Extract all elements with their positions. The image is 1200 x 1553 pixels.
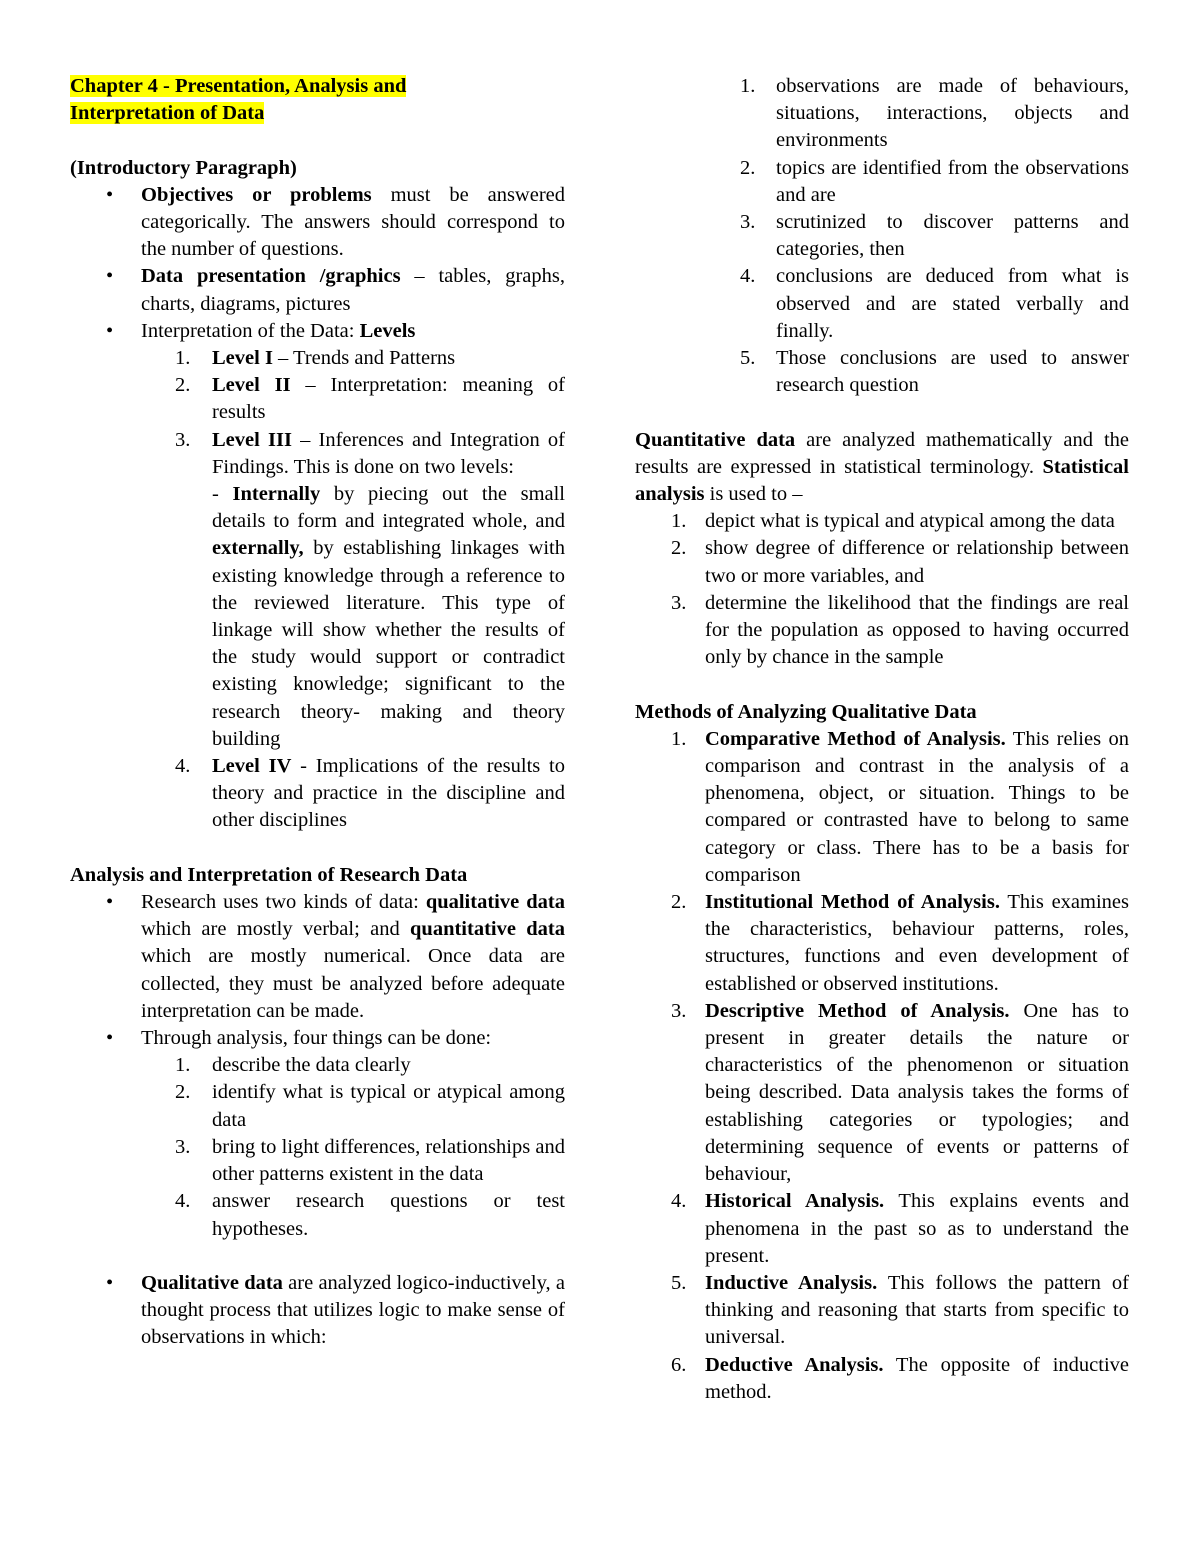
text-span: observations are made of behaviours, situations, interactions, objects and environments bbox=[776, 75, 1129, 152]
text-span: are analyzed logico-inductively, a thought process that utilizes logic to make sense of observations in which: bbox=[141, 1271, 565, 1349]
text-span: The opposite of inductive method. bbox=[705, 1353, 1129, 1403]
observation-item bbox=[635, 73, 1129, 155]
text-span: qualitative data bbox=[425, 891, 565, 914]
analysis-thing-item bbox=[70, 1134, 565, 1188]
left-column bbox=[70, 73, 565, 1352]
list-number: 3. bbox=[671, 591, 687, 614]
list-number: 3. bbox=[175, 1135, 191, 1158]
text-span: Deductive Analysis. bbox=[705, 1353, 884, 1376]
text-span: Levels bbox=[359, 319, 416, 342]
list-number: 2. bbox=[175, 374, 191, 397]
list-number: 4. bbox=[175, 755, 191, 778]
bullet-icon: • bbox=[106, 265, 114, 288]
analysis-thing-item bbox=[70, 1052, 565, 1079]
text-span: – Trends and Patterns bbox=[272, 347, 456, 370]
list-number: 5. bbox=[671, 1271, 687, 1294]
chapter-title-line2: Interpretation of Data bbox=[70, 102, 265, 125]
spacer bbox=[635, 671, 1129, 698]
level-item bbox=[70, 753, 565, 835]
list-number: 1. bbox=[671, 727, 687, 750]
method-item bbox=[635, 1270, 1129, 1352]
text-span: scrutinized to discover patterns and categories, then bbox=[776, 211, 1129, 261]
text-span: depict what is typical and atypical among the data bbox=[705, 510, 1115, 533]
bullet-icon: • bbox=[106, 319, 114, 342]
analysis-thing-item bbox=[70, 1079, 565, 1133]
right-column bbox=[635, 73, 1129, 1406]
text-span: bring to light differences, relationships and other patterns existent in the data bbox=[212, 1135, 565, 1186]
text-span: Through analysis, four things can be done: bbox=[141, 1027, 492, 1050]
list-number: 1. bbox=[740, 75, 756, 97]
statistical-item bbox=[635, 590, 1129, 672]
text-span: Qualitative data bbox=[141, 1271, 283, 1294]
list-number: 1. bbox=[175, 347, 191, 370]
intro-bullet-objectives bbox=[70, 182, 565, 264]
list-number: 4. bbox=[175, 1190, 191, 1213]
analysis-bullet-four-things bbox=[70, 1025, 565, 1052]
level-3-detail bbox=[70, 481, 565, 753]
text-span: – tables, graphs, charts, diagrams, pictures bbox=[141, 265, 565, 315]
level-item bbox=[70, 427, 565, 481]
text-span: by piecing out the small details to form and integrated whole, and bbox=[212, 483, 566, 533]
spacer bbox=[70, 835, 565, 862]
text-span: Research uses two kinds of data: bbox=[141, 891, 426, 914]
text-span: Level IV bbox=[212, 755, 292, 778]
intro-heading bbox=[70, 155, 565, 182]
text-span: is used to – bbox=[704, 483, 803, 506]
text-span: – Interpretation: meaning of results bbox=[212, 374, 566, 424]
text-span: Institutional Method of Analysis. bbox=[705, 891, 1000, 914]
method-item bbox=[635, 1352, 1129, 1406]
text-span: One has to present in greater details the nature or characteristics of the phenomenon or situation being described. Data analysis takes the forms of establishing categories or typologies; and determining sequence of events or patterns of behaviour, bbox=[705, 999, 1129, 1186]
list-number: 1. bbox=[175, 1054, 191, 1077]
text-span: Those conclusions are used to answer research question bbox=[776, 347, 1129, 397]
spacer bbox=[70, 1243, 565, 1270]
list-number: 6. bbox=[671, 1353, 687, 1376]
bullet-icon: • bbox=[106, 1027, 114, 1050]
analysis-heading bbox=[70, 862, 565, 889]
intro-bullet-data-presentation bbox=[70, 263, 565, 317]
method-item bbox=[635, 1188, 1129, 1270]
text-span: (Introductory Paragraph) bbox=[70, 156, 297, 179]
observation-item bbox=[635, 209, 1129, 263]
method-item bbox=[635, 726, 1129, 889]
list-number: 2. bbox=[671, 537, 687, 560]
text-span: This relies on comparison and contrast in the analysis of a phenomena, object, or situation. Things to be compared or contrasted have to belong to same category or class. There has to be a basis for comparison bbox=[705, 727, 1130, 886]
observation-item bbox=[635, 155, 1129, 209]
text-span: answer research questions or test hypotheses. bbox=[212, 1190, 565, 1240]
list-number: 4. bbox=[740, 265, 756, 288]
text-span: externally, bbox=[212, 537, 304, 560]
text-span: must be answered categorically. The answers should correspond to the number of questions. bbox=[141, 183, 566, 261]
text-span: – Inferences and Integration of Findings. This is done on two levels: bbox=[212, 428, 565, 478]
level-item bbox=[70, 345, 565, 372]
text-span: by establishing linkages with existing knowledge through a reference to the reviewed literature. This type of linkage will show whether the results of the study would support or contradict existing knowledge; significant to the research theory- making and theory building bbox=[212, 537, 565, 750]
text-span: Data presentation /graphics bbox=[141, 265, 401, 288]
text-span: Inductive Analysis. bbox=[705, 1271, 878, 1294]
text-span: Interpretation of the Data: bbox=[141, 319, 360, 342]
list-number: 2. bbox=[175, 1081, 191, 1104]
statistical-item bbox=[635, 535, 1129, 589]
list-number: 5. bbox=[740, 347, 756, 370]
text-span: Quantitative data bbox=[635, 428, 796, 451]
analysis-bullet-kinds bbox=[70, 889, 565, 1025]
text-span: Descriptive Method of Analysis. bbox=[705, 999, 1010, 1022]
text-span: conclusions are deduced from what is observed and are stated verbally and finally. bbox=[776, 265, 1129, 342]
text-span: Historical Analysis. bbox=[705, 1190, 885, 1213]
spacer bbox=[635, 399, 1129, 426]
list-number: 3. bbox=[175, 428, 191, 451]
method-item bbox=[635, 889, 1129, 998]
statistical-item bbox=[635, 508, 1129, 535]
list-number: 2. bbox=[671, 891, 687, 914]
list-number: 3. bbox=[671, 999, 687, 1022]
observation-item bbox=[635, 345, 1129, 399]
text-span: Level II bbox=[212, 374, 291, 397]
text-span: which are mostly numerical. Once data are collected, they must be analyzed before adequate interpretation can be made. bbox=[141, 945, 565, 1022]
text-span: Level III bbox=[212, 428, 292, 451]
observation-item bbox=[635, 263, 1129, 345]
text-span: Objectives or problems bbox=[141, 183, 372, 206]
text-span: describe the data clearly bbox=[212, 1054, 411, 1077]
chapter-title bbox=[70, 73, 565, 127]
bullet-icon: • bbox=[106, 183, 114, 206]
text-span: identify what is typical or atypical among data bbox=[212, 1081, 565, 1131]
list-number: 2. bbox=[740, 156, 756, 179]
text-span: determine the likelihood that the findings are real for the population as opposed to having occurred only by chance in the sample bbox=[705, 591, 1129, 669]
text-span: This follows the pattern of thinking and reasoning that starts from specific to universal. bbox=[705, 1271, 1129, 1349]
text-span: Methods of Analyzing Qualitative Data bbox=[635, 700, 977, 723]
list-number: 3. bbox=[740, 211, 756, 234]
list-number: 1. bbox=[671, 510, 687, 533]
text-span: topics are identified from the observations and are bbox=[776, 156, 1129, 206]
text-span: Analysis and Interpretation of Research Data bbox=[70, 863, 468, 886]
bullet-icon: • bbox=[106, 1271, 114, 1294]
list-number: 4. bbox=[671, 1190, 687, 1213]
intro-bullet-interpretation bbox=[70, 318, 565, 345]
text-span: Statistical analysis bbox=[635, 455, 1129, 506]
analysis-bullet-qualitative bbox=[70, 1270, 565, 1352]
text-span: Internally bbox=[232, 483, 321, 506]
analysis-thing-item bbox=[70, 1188, 565, 1242]
text-span: Comparative Method of Analysis. bbox=[705, 727, 1006, 750]
level-item bbox=[70, 372, 565, 426]
text-span: - bbox=[212, 483, 233, 506]
text-span: Level I bbox=[212, 347, 273, 370]
bullet-icon: • bbox=[106, 891, 114, 914]
quantitative-paragraph bbox=[635, 427, 1129, 509]
chapter-title-line1: Chapter 4 - Presentation, Analysis and bbox=[70, 75, 407, 97]
spacer bbox=[70, 127, 565, 154]
text-span: show degree of difference or relationship between two or more variables, and bbox=[705, 537, 1129, 587]
text-span: are analyzed mathematically and the results are expressed in statistical terminology. bbox=[635, 428, 1129, 478]
text-span: which are mostly verbal; and bbox=[141, 918, 411, 941]
text-span: This explains events and phenomena in the past so as to understand the present. bbox=[705, 1190, 1129, 1267]
text-span: quantitative data bbox=[410, 918, 565, 941]
method-item bbox=[635, 998, 1129, 1188]
text-span: - Implications of the results to theory and practice in the discipline and other disciplines bbox=[212, 755, 565, 832]
methods-heading bbox=[635, 699, 1129, 726]
text-span: This examines the characteristics, behaviour patterns, roles, structures, functions and even development of established or observed institutions. bbox=[705, 891, 1129, 995]
